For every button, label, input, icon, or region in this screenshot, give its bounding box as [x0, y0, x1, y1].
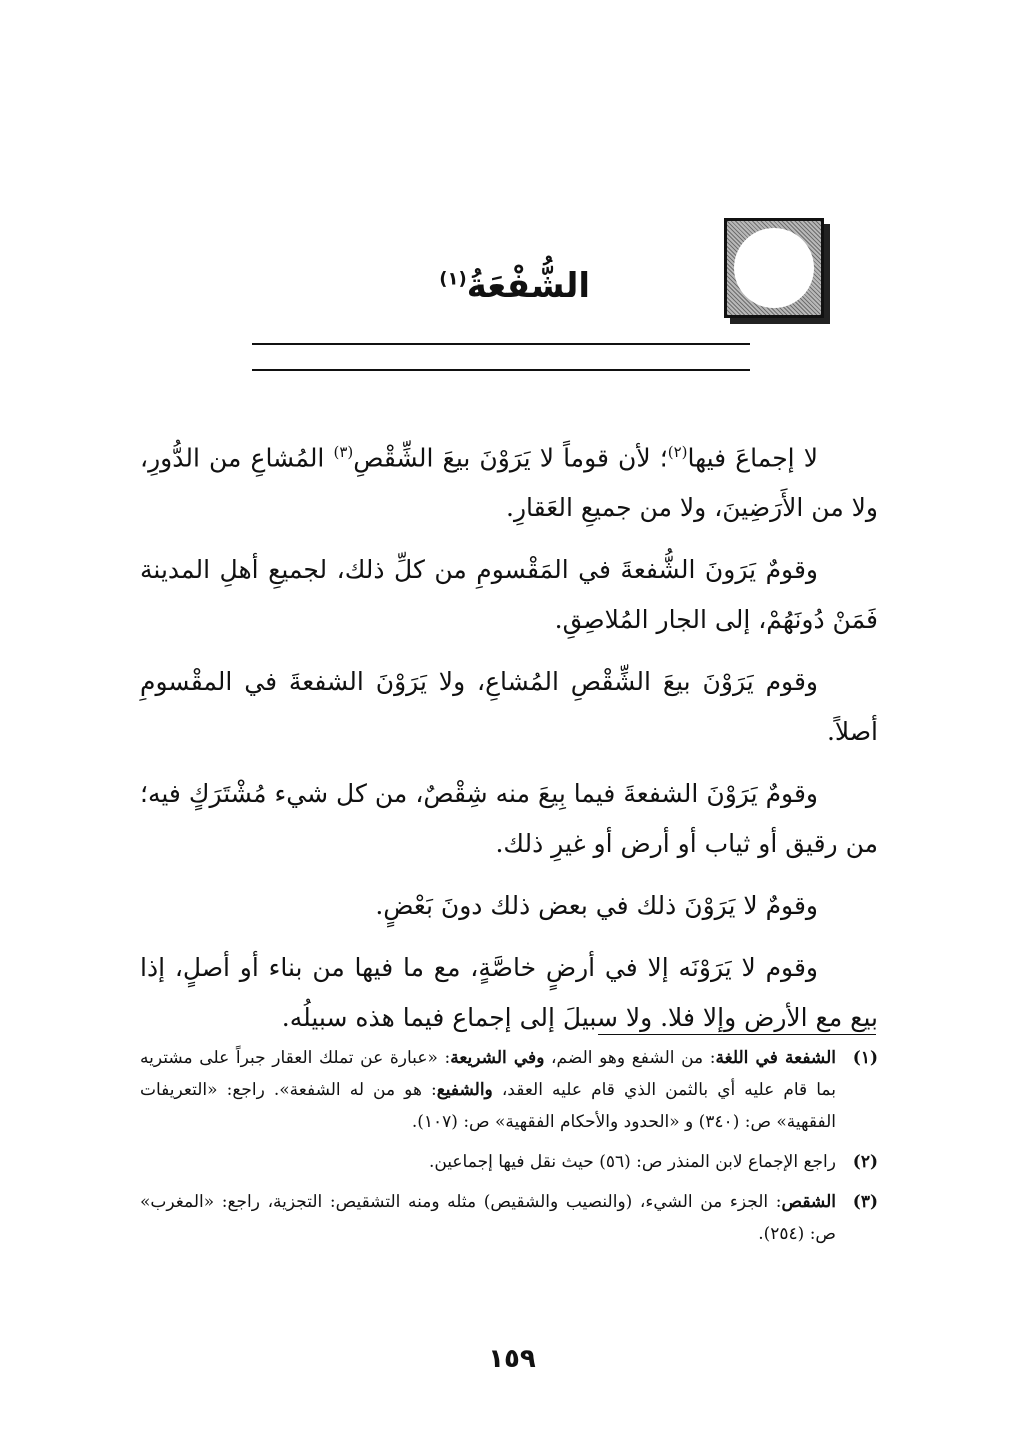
footnote-segment: : هو من له الشفعة». راجع: «التعريفات الفقهية» ص: (٣٤٠) و «الحدود والأحكام الفقهية» ص: (١٠٧). [140, 1080, 836, 1132]
footnote-number: (١) [852, 1048, 878, 1068]
footnote-separator [598, 1034, 876, 1035]
footnote-1 [140, 1042, 878, 1138]
paragraph-5: وقومٌ لا يَرَوْنَ ذلك في بعض ذلك دونَ بَعْضٍ. [375, 891, 818, 921]
footnotes [140, 1042, 878, 1258]
chapter-ornament-icon [724, 218, 824, 318]
title-rule-bottom [252, 369, 750, 371]
footnote-text: راجع الإجماع لابن المنذر ص: (٥٦) حيث نقل فيها إجماعين. [428, 1152, 836, 1172]
chapter-title [439, 266, 590, 307]
paragraph-1 [140, 427, 878, 533]
ornament-disc [734, 228, 814, 308]
footnote-ref-3[interactable]: (٣) [333, 443, 354, 461]
paragraph-1-part-a: لا إجماعَ فيها [687, 443, 818, 473]
footnote-3 [140, 1186, 878, 1250]
paragraph-1-part-c: المُشاعِ من الدُّورِ، ولا من الأَرَضِينَ، ولا من جميعِ العَقارِ. [140, 443, 878, 523]
footnote-term: والشفيع [436, 1080, 493, 1100]
footnote-text [140, 1042, 836, 1138]
footnote-term: وفي الشريعة [450, 1048, 545, 1068]
footnote-segment: : «عبارة عن تملك العقار جبراً على مشتريه بما قام عليه أي بالثمن الذي قام عليه العقد، [140, 1048, 836, 1100]
paragraph-3: وقوم يَرَوْنَ بيعَ الشِّقْصِ المُشاعِ، ولا يَرَوْنَ الشفعةَ في المقْسومِ أصلاً. [140, 667, 878, 747]
title-rule-top [252, 343, 750, 345]
footnote-number: (٢) [852, 1152, 878, 1172]
footnote-2 [140, 1146, 878, 1178]
footnote-ref-2[interactable]: (٢) [667, 443, 688, 461]
footnote-number: (٣) [852, 1192, 878, 1212]
main-text [140, 427, 878, 1055]
chapter-title-text: الشُّفْعَةُ [466, 266, 590, 306]
paragraph-2: وقومٌ يَرَونَ الشُّفعةَ في المَقْسومِ من كلِّ ذلك، لجميعِ أهلِ المدينة فَمَنْ دُونَهُمْ، إلى الجار المُلاصِقِ. [140, 555, 878, 635]
page-number: ١٥٩ [488, 1344, 536, 1374]
chapter-title-note: (١) [439, 268, 467, 290]
footnote-term: الشفعة في اللغة [715, 1048, 836, 1068]
paragraph-1-part-b: ؛ لأن قوماً لا يَرَوْنَ بيعَ الشِّقْصِ [353, 443, 668, 473]
paragraph-6: وقوم لا يَرَوْنَه إلا في أرضٍ خاصَّةٍ، مع ما فيها من بناء أو أصلٍ، إذا بيع مع الأرض وإلا فلا. ولا سبيلَ إلى إجماع فيما هذه سبيلُه. [140, 953, 878, 1033]
footnote-segment: : الجزء من الشيء، (والنصيب والشقيص) مثله ومنه التشقيص: التجزية، راجع: «المغرب» ص: (٢٥٤). [140, 1192, 836, 1244]
footnote-term: الشقص [781, 1192, 836, 1212]
footnote-text [140, 1186, 836, 1250]
paragraph-4: وقومٌ يَرَوْنَ الشفعةَ فيما بِيعَ منه شِقْصٌ، من كل شيء مُشْتَرَكٍ فيه؛ من رقيق أو ثياب أو أرض أو غيرِ ذلك. [140, 779, 878, 859]
footnote-segment: : من الشفع وهو الضم، [544, 1048, 716, 1068]
